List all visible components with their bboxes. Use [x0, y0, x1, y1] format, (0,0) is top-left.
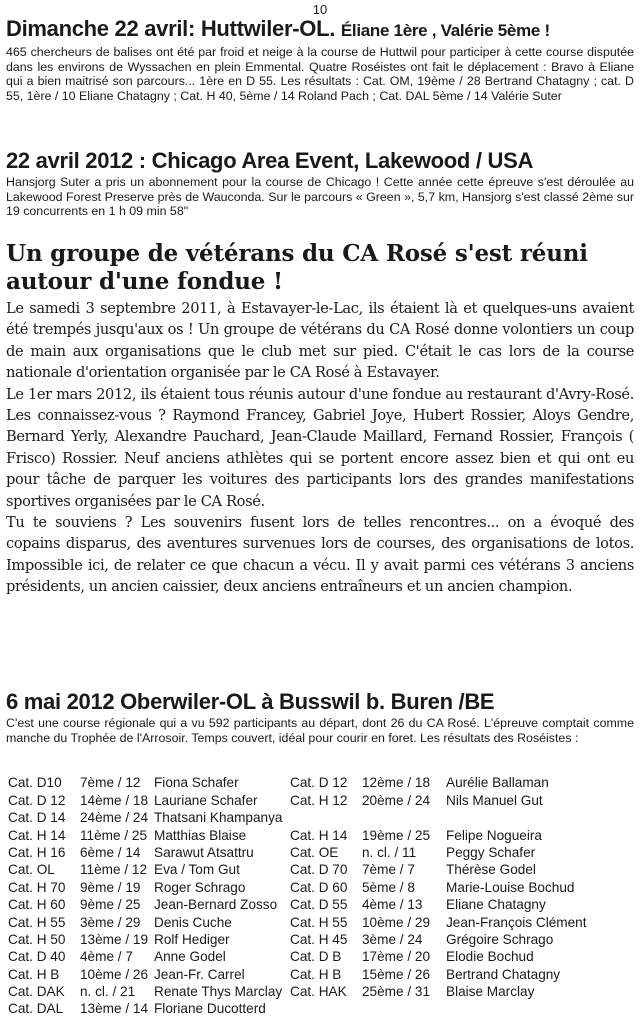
result-rank-cell: 11ème / 25 — [80, 827, 148, 843]
result-cat-cell: Cat. D 60 — [290, 879, 348, 895]
result-cat-cell: Cat. H 14 — [290, 827, 348, 843]
result-name-cell: Matthias Blaise — [154, 827, 247, 843]
result-name-cell: Jean-François Clément — [446, 914, 587, 930]
result-cat-cell: Cat. D 40 — [8, 949, 66, 965]
result-row — [8, 895, 596, 912]
result-rank-cell: 24ème / 24 — [80, 810, 149, 826]
result-rank-cell: 7ème / 12 — [80, 775, 141, 791]
result-cat-cell — [290, 808, 362, 825]
result-name-cell: Eva / Tom Gut — [154, 862, 240, 878]
result-rank-cell: 5ème / 8 — [362, 879, 415, 895]
result-cat-cell: Cat. H 14 — [8, 827, 66, 843]
result-row — [8, 843, 596, 860]
result-name-cell: Jean-Fr. Carrel — [154, 966, 245, 982]
veterans-paragraph: Le 1er mars 2012, ils étaient tous réunis autour d'une fondue au restaurant d'Avry-Rosé. Les connaissez-vous ? Raymond Francey, Gabriel Joye, Hubert Rossier, Aloys Gendre, Bernard Yerly, Alexandre Pauchard, Jean-Claude Maillard, Fernand Rossier, François ( Frisco) Rossier. Neuf anciens athlètes qui se portent encore assez bien et qui ont eu pour tâche de parquer les voitures des participants lors des grandes manifestations sportives organisées par le CA Rosé. — [6, 385, 634, 510]
result-cat-cell: Cat. DAK — [8, 984, 65, 1000]
result-name-cell — [446, 999, 596, 1016]
result-rank-cell: 19ème / 25 — [362, 827, 431, 843]
veterans-title: Un groupe de vétérans du CA Rosé s'est réuni autour d'une fondue ! — [6, 240, 588, 295]
result-cat-cell: Cat. H 60 — [8, 897, 66, 913]
result-rank-cell: n. cl. / 21 — [80, 984, 136, 1000]
result-name-cell: Peggy Schafer — [446, 844, 536, 860]
result-rank-cell: 9ème / 25 — [80, 897, 141, 913]
chicago-body: Hansjorg Suter a pris un abonnement pour la course de Chicago ! Cette année cette épreuve s'est déroulée au Lakewood Forest Preserve près de Wauconda. Sur le parcours « Green », 5,7 km, Hansjorg s'est classé 2ème sur 19 concurrents en 1 h 09 min 58" — [6, 175, 634, 219]
result-row — [8, 930, 596, 947]
result-cat-cell: Cat. H 45 — [290, 931, 348, 947]
result-row — [8, 773, 596, 790]
result-name-cell: Roger Schrago — [154, 879, 246, 895]
result-rank-cell: 9ème / 19 — [80, 879, 141, 895]
result-rank-cell: 4ème / 13 — [362, 897, 423, 913]
result-rank-cell: 6ème / 14 — [80, 844, 141, 860]
huttwil-body: 465 chercheurs de balises ont été par froid et neige à la course de Huttwil pour participer à cette course disputée dans les environs de Wyssachen en plein Emmental. Quatre Roséistes ont fait le déplacement : Bravo à Eliane qui a bien maitrisé son parcours... 1ère en D 55. Les résultats : Cat. OM, 19ème / 28 Bertrand Chatagny ; cat. D 55, 1ère / 10 Eliane Chatagny ; Cat. H 40, 5ème / 14 Roland Pach ; Cat. DAL 5ème / 14 Valérie Suter — [6, 45, 634, 103]
result-row — [8, 877, 596, 894]
result-cat-cell: Cat. D B — [290, 949, 342, 965]
result-row — [8, 860, 596, 877]
result-name-cell: Bertrand Chatagny — [446, 966, 561, 982]
result-cat-cell: Cat. H 50 — [8, 931, 66, 947]
result-name-cell: Blaise Marclay — [446, 984, 535, 1000]
result-rank-cell: 13ème / 14 — [80, 1001, 149, 1017]
result-cat-cell: Cat. HAK — [290, 984, 347, 1000]
busswil-article — [6, 690, 634, 745]
result-name-cell: Anne Godel — [154, 949, 226, 965]
result-rank-cell: 11ème / 12 — [80, 862, 148, 878]
result-name-cell: Jean-Bernard Zosso — [154, 897, 278, 913]
result-rank-cell: 20ème / 24 — [362, 792, 431, 808]
result-name-cell: Nils Manuel Gut — [446, 792, 543, 808]
busswil-title: 6 mai 2012 Oberwiler-OL à Busswil b. Buren /BE — [6, 689, 495, 714]
veterans-article — [6, 240, 634, 598]
veterans-paragraph: Tu te souviens ? Les souvenirs fusent lors de telles rencontres... on a évoqué des copains disparus, des aventures survenues lors de courses, des organisations de lotos. Impossible ici, de relater ce que chacun a vécu. Il y avait parmi ces vétérans 3 anciens présidents, un ancien caissier, deux anciens entraîneurs et un ancien champion. — [6, 514, 634, 596]
results-table — [8, 773, 596, 1016]
huttwil-title-tail: Éliane 1ère , Valérie 5ème ! — [340, 21, 550, 40]
result-cat-cell: Cat. DAL — [8, 1001, 64, 1017]
result-rank-cell: 3ème / 24 — [362, 931, 423, 947]
result-name-cell: Floriane Ducotterd — [154, 1001, 266, 1017]
huttwil-title-main: Dimanche 22 avril: Huttwiler-OL. — [6, 16, 336, 41]
result-name-cell: Sarawut Atsattru — [154, 844, 254, 860]
result-cat-cell: Cat. H 55 — [290, 914, 348, 930]
result-rank-cell — [362, 808, 446, 825]
huttwil-article — [6, 17, 634, 103]
result-row — [8, 964, 596, 981]
result-rank-cell: 13ème / 19 — [80, 931, 149, 947]
result-cat-cell: Cat. H 12 — [290, 792, 348, 808]
result-name-cell: Marie-Louise Bochud — [446, 879, 575, 895]
result-rank-cell: n. cl. / 11 — [362, 844, 417, 860]
result-rank-cell: 4ème / 7 — [80, 949, 133, 965]
result-row — [8, 947, 596, 964]
result-name-cell: Denis Cuche — [154, 914, 232, 930]
result-name-cell — [446, 808, 596, 825]
result-rank-cell: 10ème / 26 — [80, 966, 149, 982]
result-rank-cell — [362, 999, 446, 1016]
result-name-cell: Rolf Hediger — [154, 931, 230, 947]
result-cat-cell: Cat. D10 — [8, 775, 62, 791]
result-row — [8, 808, 596, 825]
result-cat-cell: Cat. D 55 — [290, 897, 348, 913]
result-row — [8, 912, 596, 929]
result-cat-cell: Cat. H B — [8, 966, 60, 982]
chicago-article — [6, 149, 634, 219]
result-rank-cell: 10ème / 29 — [362, 914, 431, 930]
busswil-body: C'est une course régionale qui a vu 592 participants au départ, dont 26 du CA Rosé. L'épreuve comptait comme manche du Trophée de l'Arrosoir. Temps couvert, idéal pour courir en foret. Les résultats des Roséistes : — [6, 716, 634, 745]
huttwil-title — [6, 17, 634, 43]
result-rank-cell: 12ème / 18 — [362, 775, 431, 791]
page-number: 10 — [312, 2, 328, 17]
result-name-cell: Thatsani Khampanya — [154, 810, 283, 826]
result-cat-cell: Cat. H 55 — [8, 914, 66, 930]
result-name-cell: Aurélie Ballaman — [446, 775, 549, 791]
result-cat-cell: Cat. H B — [290, 966, 342, 982]
result-row — [8, 999, 596, 1016]
veterans-paragraph: Le samedi 3 septembre 2011, à Estavayer-le-Lac, ils étaient là et quelques-uns avaient été trempés jusqu'aux os ! Un groupe de vétérans du CA Rosé donne volontiers un coup de main aux organisations que le club met sur pied. C'était le cas lors de la course nationale d'orientation organisée par le CA Rosé à Estavayer. — [6, 300, 634, 382]
result-rank-cell: 14ème / 18 — [80, 792, 149, 808]
result-rank-cell: 7ème / 7 — [362, 862, 415, 878]
result-row — [8, 982, 596, 999]
result-rank-cell: 25ème / 31 — [362, 984, 431, 1000]
result-name-cell: Grégoire Schrago — [446, 931, 554, 947]
result-rank-cell: 17ème / 20 — [362, 949, 431, 965]
result-cat-cell: Cat. D 12 — [290, 775, 348, 791]
result-rank-cell: 15ème / 26 — [362, 966, 431, 982]
result-name-cell: Felipe Nogueira — [446, 827, 542, 843]
result-rank-cell: 3ème / 29 — [80, 914, 141, 930]
result-cat-cell: Cat. D 12 — [8, 792, 66, 808]
chicago-title: 22 avril 2012 : Chicago Area Event, Lakewood / USA — [6, 148, 534, 173]
result-cat-cell: Cat. OE — [290, 844, 339, 860]
result-cat-cell: Cat. H 16 — [8, 844, 66, 860]
result-cat-cell: Cat. H 70 — [8, 879, 66, 895]
result-cat-cell: Cat. D 70 — [290, 862, 348, 878]
result-name-cell: Renate Thys Marclay — [154, 984, 283, 1000]
result-row — [8, 825, 596, 842]
result-row — [8, 790, 596, 807]
veterans-body — [6, 298, 634, 598]
result-name-cell: Eliane Chatagny — [446, 897, 546, 913]
result-name-cell: Lauriane Schafer — [154, 792, 258, 808]
result-cat-cell: Cat. OL — [8, 862, 55, 878]
result-cat-cell — [290, 999, 362, 1016]
result-name-cell: Elodie Bochud — [446, 949, 534, 965]
result-name-cell: Thérèse Godel — [446, 862, 536, 878]
result-cat-cell: Cat. D 14 — [8, 810, 66, 826]
result-name-cell: Fiona Schafer — [154, 775, 239, 791]
